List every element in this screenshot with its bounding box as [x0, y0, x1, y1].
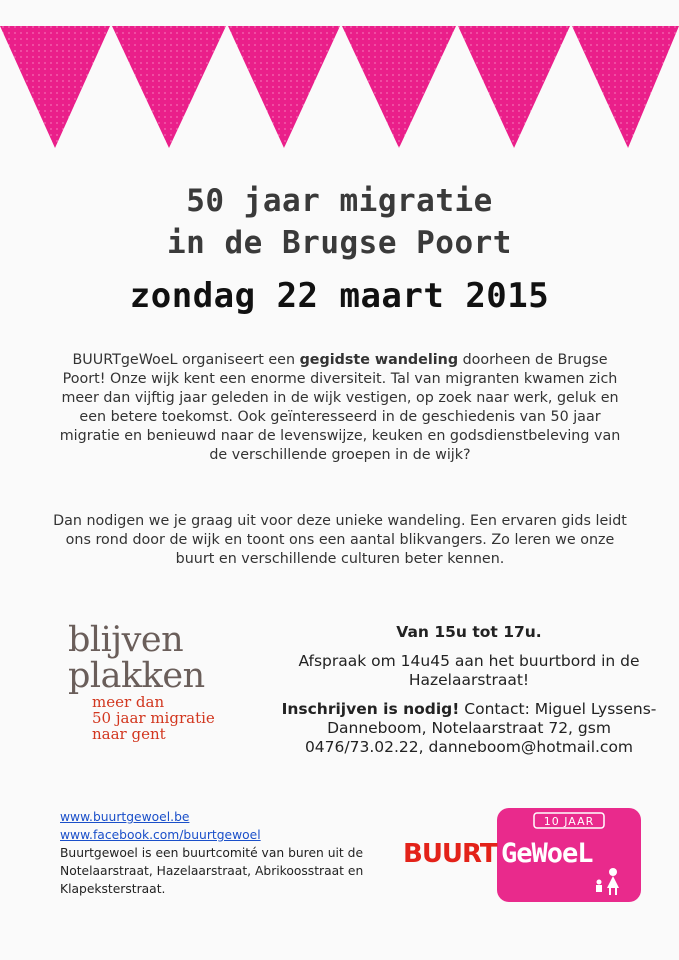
badge-left-text: BUURT [403, 839, 497, 869]
logo-line-2: plakken [68, 656, 205, 696]
bunting-decoration [0, 0, 679, 160]
pennant-flag [342, 26, 456, 148]
logo-sub-3: naar gent [92, 725, 166, 743]
intro-paragraph [50, 351, 630, 465]
badge-top-text: 10 JAAR [543, 815, 595, 828]
pennant-flag [572, 26, 679, 148]
invite-paragraph: Dan nodigen we je graag uit voor deze unieke wandeling. Een ervaren gids leidt ons rond door de wijk en toont ons een aantal blikvangers. Zo leren we onze buurt en verschillende culturen beter kennen. [53, 513, 627, 567]
logo-line-1: blijven [68, 620, 184, 660]
contact-details: Contact: Miguel Lyssens-Danneboom, Notelaarstraat 72, gsm 0476/73.02.22, danneboom@hotmail.com [304, 700, 657, 756]
badge-right-text: GeWoeL [501, 838, 593, 869]
footer [60, 808, 400, 898]
registration-required: Inschrijven is nodig! [281, 700, 460, 718]
event-info [274, 623, 664, 757]
pennant-flag [228, 26, 340, 148]
logo-sub-2: 50 jaar migratie [92, 709, 215, 727]
intro-text-1: BUURTgeWoeL organiseert een [72, 352, 300, 368]
logo-sub-1: meer dan [92, 693, 165, 711]
website-link[interactable]: www.buurtgewoel.be [60, 810, 190, 824]
pennant-flag [458, 26, 570, 148]
title-line-2: in de Brugse Poort [167, 225, 512, 261]
pennant-flag [0, 26, 110, 148]
intro-text-2: doorheen de Brugse Poort! Onze wijk kent een enorme diversiteit. Tal van migranten kwamen zich meer dan vijftig jaar geleden in de wijk vestigen, op zoek naar werk, geluk en een betere toekomst. Ook geïnteresseerd in de geschiedenis van 50 jaar migratie en benieuwd naar de levenswijze, keuken en godsdienstbeleving van de verschillende groepen in de wijk? [59, 352, 621, 463]
event-time: Van 15u tot 17u. [396, 623, 542, 641]
registration-info [274, 700, 664, 757]
blijven-plakken-logo [68, 622, 215, 742]
title-line-1: 50 jaar migratie [186, 183, 493, 219]
facebook-link[interactable]: www.facebook.com/buurtgewoel [60, 828, 261, 842]
intro-bold: gegidste wandeling [299, 352, 459, 368]
meeting-point: Afspraak om 14u45 aan het buurtbord in de Hazelaarstraat! [298, 652, 640, 689]
event-date: zondag 22 maart 2015 [129, 276, 550, 316]
pennant-flag [112, 26, 226, 148]
buurtgewoel-logo [403, 808, 643, 902]
footer-description: Buurtgewoel is een buurtcomité van buren uit de Notelaarstraat, Hazelaarstraat, Abrikoosstraat en Klapeksterstraat. [60, 846, 364, 896]
